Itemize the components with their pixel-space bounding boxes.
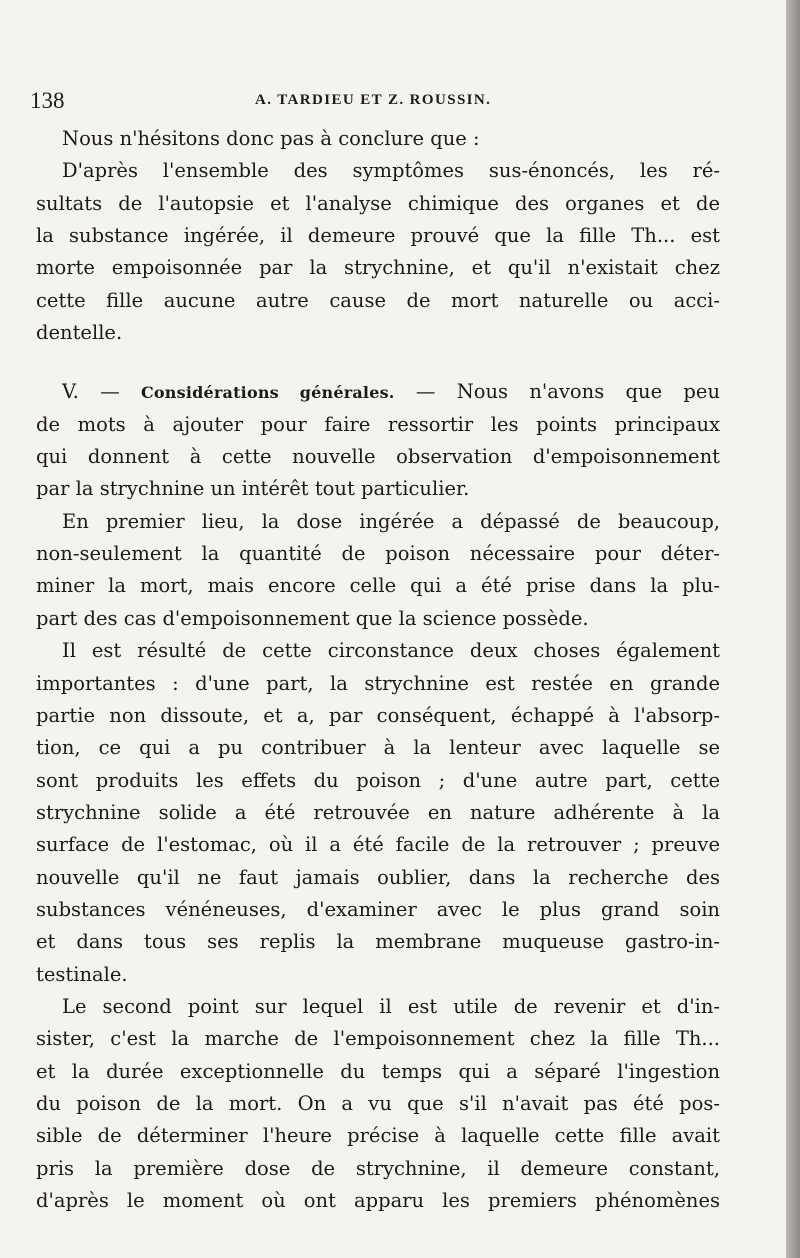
text-line: cette fille aucune autre cause de mort naturelle ou acci-	[36, 288, 720, 312]
text-line: pris la première dose de strychnine, il demeure constant,	[36, 1156, 720, 1180]
text-line: tion, ce qui a pu contribuer à la lenteur avec laquelle se	[36, 736, 720, 760]
text-line: miner la mort, mais encore celle qui a été prise dans la plu-	[36, 574, 720, 598]
text-line: part des cas d'empoisonnement que la science possède.	[36, 606, 589, 630]
text-line: et la durée exceptionnelle du temps qui a séparé l'ingestion	[36, 1059, 720, 1083]
text-line: qui donnent à cette nouvelle observation d'empoisonnement	[36, 445, 720, 469]
text-line: d'après le moment où ont apparu les premiers phénomènes	[36, 1189, 720, 1212]
text-line: par la strychnine un intérêt tout particulier.	[36, 477, 470, 501]
text-line: importantes : d'une part, la strychnine est restée en grande	[36, 671, 720, 695]
page-number: 138	[30, 88, 65, 113]
text-line: non-seulement la quantité de poison nécessaire pour déter-	[36, 542, 720, 566]
text-line: D'après l'ensemble des symptômes sus-énoncés, les ré-	[62, 159, 720, 183]
page-body	[36, 123, 720, 1217]
text-line: surface de l'estomac, où il a été facile de la retrouver ; preuve	[36, 833, 720, 857]
heading-dash: —	[415, 380, 436, 404]
page-edge-shadow	[786, 0, 800, 1258]
text-line: sister, c'est la marche de l'empoisonnement chez la fille Th...	[36, 1027, 720, 1051]
section-first-line-text: Nous n'avons que peu	[456, 380, 721, 404]
section-heading-line	[36, 376, 720, 408]
text-line: morte empoisonnée par la strychnine, et qu'il n'existait chez	[36, 256, 720, 280]
page-header	[30, 88, 730, 114]
text-line: Le second point sur lequel il est utile de revenir et d'in-	[62, 994, 720, 1018]
text-line: sont produits les effets du poison ; d'une autre part, cette	[36, 768, 720, 792]
running-head: A. TARDIEU ET Z. ROUSSIN.	[255, 92, 492, 108]
text-line: strychnine solide a été retrouvée en nature adhérente à la	[36, 800, 720, 824]
text-line: la substance ingérée, il demeure prouvé que la fille Th... est	[36, 224, 720, 248]
text-line: du poison de la mort. On a vu que s'il n'avait pas été pos-	[36, 1091, 720, 1115]
heading-dash: —	[100, 380, 120, 404]
section-gap	[36, 349, 720, 376]
text-line: et dans tous ses replis la membrane muqueuse gastro-in-	[36, 930, 720, 954]
text-line: nouvelle qu'il ne faut jamais oublier, dans la recherche des	[36, 865, 720, 889]
section-number: V.	[62, 380, 79, 404]
text-line: En premier lieu, la dose ingérée a dépassé de beaucoup,	[62, 509, 720, 533]
text-line: sultats de l'autopsie et l'analyse chimique des organes et de	[36, 191, 720, 215]
text-line: partie non dissoute, et a, par conséquent, échappé à l'absorp-	[36, 703, 720, 727]
section-title: Considérations générales.	[141, 383, 395, 403]
text-line: substances vénéneuses, d'examiner avec le plus grand soin	[36, 897, 720, 921]
text-line: Il est résulté de cette circonstance deux choses également	[62, 639, 720, 663]
text-line: Nous n'hésitons donc pas à conclure que :	[62, 127, 480, 150]
text-line: dentelle.	[36, 321, 123, 345]
text-line: testinale.	[36, 962, 128, 986]
text-line: de mots à ajouter pour faire ressortir les points principaux	[36, 412, 720, 436]
text-line: sible de déterminer l'heure précise à laquelle cette fille avait	[36, 1124, 720, 1148]
